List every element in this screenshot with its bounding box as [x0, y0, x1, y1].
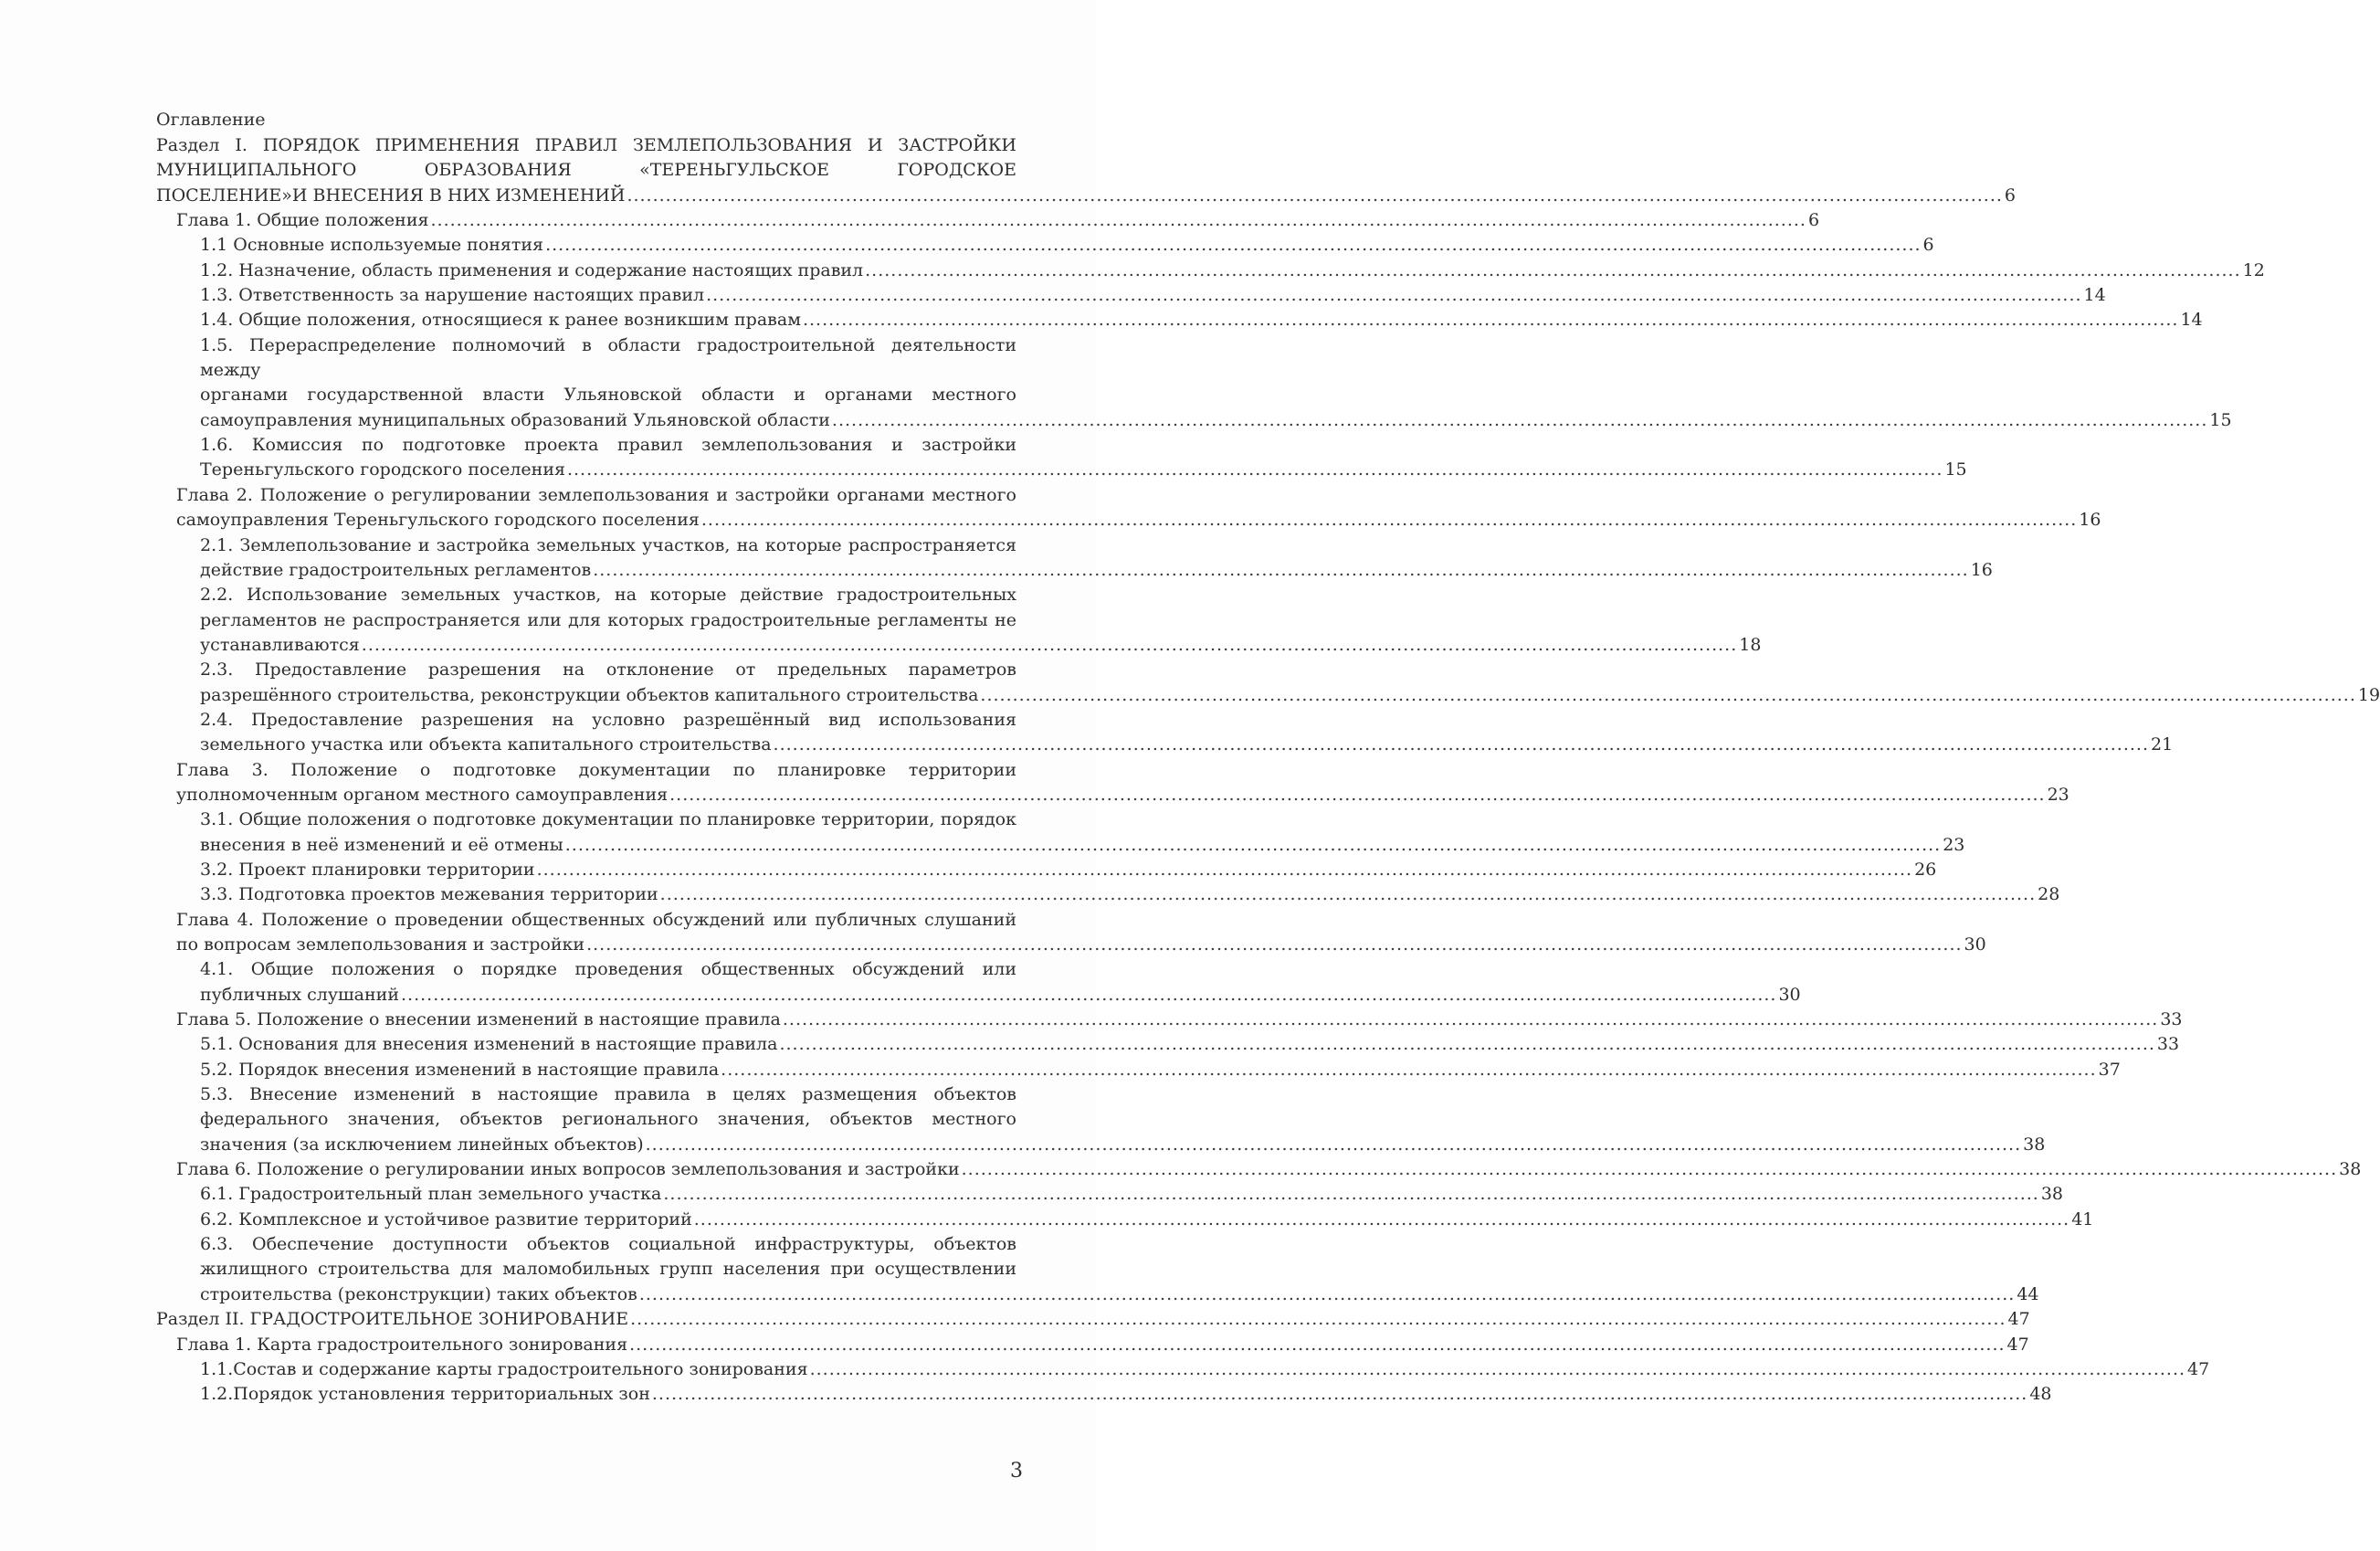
- toc-page-number: 38: [2040, 1184, 2064, 1205]
- toc-page-number: 23: [2047, 784, 2069, 805]
- toc-line: 5.3. Внесение изменений в настоящие правила в целях размещения объектов: [200, 1084, 1016, 1105]
- toc-line: ПОСЕЛЕНИЕ»И ВНЕСЕНИЯ В НИХ ИЗМЕНЕНИЙ: [156, 185, 626, 206]
- toc-line: 2.3. Предоставление разрешения на отклонение от предельных параметров: [200, 659, 1016, 681]
- toc-page-number: 19: [2357, 684, 2380, 705]
- toc-line: действие градостроительных регламентов: [200, 559, 592, 580]
- dot-leader: [362, 633, 1737, 658]
- toc-line: 6.2. Комплексное и устойчивое развитие территорий: [200, 1208, 692, 1229]
- toc-line: Раздел I. ПОРЯДОК ПРИМЕНЕНИЯ ПРАВИЛ ЗЕМЛЕПОЛЬЗОВАНИЯ И ЗАСТРОЙКИ: [156, 135, 1016, 155]
- toc-line: Порядок установления территориальных зон: [233, 1384, 650, 1405]
- toc-line: 1.2. Назначение, область применения и содержание настоящих правил: [200, 259, 864, 280]
- dot-leader: [630, 1307, 2006, 1332]
- toc-entry-chapter-6[interactable]: [156, 1157, 2362, 1182]
- dot-leader: [774, 733, 2149, 757]
- toc-entry-s2-1-2[interactable]: [156, 1382, 2052, 1407]
- toc-line: 2.2. Использование земельных участков, на которые действие градостроительных: [200, 585, 1016, 606]
- toc-line: жилищного строительства для маломобильных групп населения при осуществлении: [200, 1259, 1016, 1280]
- toc-line: Глава 4. Положение о проведении общественных обсуждений или публичных слушаний: [176, 909, 1016, 930]
- dot-leader: [646, 1133, 2021, 1157]
- toc-line: Глава 1. Общие положения: [176, 210, 429, 231]
- toc-entry-1-4[interactable]: [156, 308, 2203, 332]
- toc-page-number: 6: [2004, 185, 2016, 206]
- toc-page-number: 47: [2007, 1309, 2030, 1330]
- dot-leader: [865, 258, 2240, 283]
- toc-line: 5.1. Основания для внесения изменений в настоящие правила: [200, 1034, 778, 1055]
- toc-entry-s2-1-1[interactable]: [156, 1357, 2210, 1382]
- dot-leader: [567, 458, 1943, 482]
- toc-entry-4-1[interactable]: [156, 957, 1801, 1008]
- toc-page-number: 30: [1778, 984, 1801, 1005]
- toc-page-number: 6: [1922, 235, 1934, 256]
- toc-page-number: 16: [2079, 510, 2101, 531]
- toc-page-number: 23: [1943, 834, 1965, 855]
- toc-entry-3-3[interactable]: [156, 882, 2060, 907]
- toc-entry-1-3[interactable]: [156, 283, 2106, 308]
- toc-entry-s2-chapter-1[interactable]: [156, 1333, 2029, 1357]
- dot-leader: [565, 833, 1941, 858]
- toc-line: 1.5. Перераспределение полномочий в области градостроительной деятельности между: [200, 334, 1016, 381]
- toc-entry-3-2[interactable]: [156, 858, 1937, 882]
- dot-leader: [663, 1182, 2038, 1207]
- dot-leader: [593, 558, 1968, 583]
- toc-page-number: 14: [2083, 285, 2106, 306]
- toc-entry-6-1[interactable]: [156, 1182, 2064, 1207]
- dot-leader: [401, 983, 1776, 1008]
- toc-entry-3-1[interactable]: [156, 807, 1965, 858]
- toc-line: МУНИЦИПАЛЬНОГО ОБРАЗОВАНИЯ «ТЕРЕНЬГУЛЬСКОЕ ГОРОДСКОЕ: [156, 160, 1016, 181]
- toc-line: 2.1. Землепользование и застройка земельных участков, на которые распространяется: [200, 534, 1016, 555]
- dot-leader: [430, 208, 1806, 233]
- toc-line: органами государственной власти Ульяновской области и органами местного: [200, 385, 1016, 406]
- toc-line: 1.3. Ответственность за нарушение настоящих правил: [200, 285, 705, 306]
- toc-line: значения (за исключением линейных объектов): [200, 1134, 644, 1155]
- toc-entry-1-6[interactable]: [156, 433, 1967, 483]
- dot-leader: [586, 933, 1962, 957]
- dot-leader: [694, 1208, 2069, 1232]
- toc-page-number: 44: [2017, 1283, 2039, 1304]
- toc-line: федерального значения, объектов регионального значения, объектов местного: [200, 1109, 1016, 1130]
- toc-entry-2-3[interactable]: [156, 658, 2380, 708]
- toc-entry-1-1[interactable]: [156, 233, 1934, 258]
- toc-line: устанавливаются: [200, 634, 360, 655]
- toc-line: самоуправления Тереньгульского городского поселения: [176, 510, 700, 531]
- toc-entry-chapter-1[interactable]: [156, 208, 1820, 233]
- toc-item-number: 1.2.: [200, 1384, 234, 1405]
- toc-page-number: 38: [2339, 1159, 2362, 1180]
- dot-leader: [627, 184, 2002, 208]
- toc-page-number: 12: [2242, 259, 2265, 280]
- toc-page-number: 28: [2038, 884, 2060, 905]
- toc-line: Раздел II. ГРАДОСТРОИТЕЛЬНОЕ ЗОНИРОВАНИЕ: [156, 1309, 629, 1330]
- dot-leader: [832, 408, 2207, 433]
- toc-page-number: 47: [2006, 1334, 2029, 1355]
- toc-page-number: 15: [1944, 459, 1967, 480]
- toc-page-number: 14: [2180, 310, 2203, 331]
- toc-line: публичных слушаний: [200, 984, 399, 1005]
- toc-entry-chapter-3[interactable]: [156, 758, 2069, 808]
- toc-line: 6.1. Градостроительный план земельного участка: [200, 1184, 662, 1205]
- toc-page-number: 47: [2187, 1358, 2210, 1379]
- toc-page-number: 38: [2023, 1134, 2046, 1155]
- toc-line: строительства (реконструкции) таких объектов: [200, 1283, 637, 1304]
- dot-leader: [652, 1382, 2027, 1407]
- dot-leader: [545, 233, 1921, 258]
- dot-leader: [962, 1157, 2337, 1182]
- toc-page-number: 37: [2098, 1059, 2121, 1080]
- toc-page-number: 15: [2209, 409, 2232, 430]
- dot-leader: [783, 1008, 2158, 1032]
- toc-entry-section-1[interactable]: [156, 133, 2016, 208]
- toc-entry-1-5[interactable]: [156, 333, 2232, 433]
- toc-entry-section-2[interactable]: [156, 1307, 2030, 1332]
- toc-page-number: 33: [2160, 1009, 2183, 1030]
- page-number: 3: [1010, 1460, 1023, 1482]
- toc-line: 1.4. Общие положения, относящиеся к ранее возникшим правам: [200, 310, 801, 331]
- toc-line: 3.1. Общие положения о подготовке документации по планировке территории, порядок: [200, 809, 1016, 830]
- toc-line: разрешённого строительства, реконструкции объектов капитального строительства: [200, 684, 979, 705]
- toc-line: 1.6. Комиссия по подготовке проекта правил землепользования и застройки: [200, 435, 1016, 456]
- toc-line: 2.4. Предоставление разрешения на условно разрешённый вид использования: [200, 709, 1016, 730]
- toc-line: самоуправления муниципальных образований Ульяновской области: [200, 409, 830, 430]
- dot-leader: [980, 683, 2355, 708]
- toc-line: Глава 5. Положение о внесении изменений в настоящие правила: [176, 1009, 781, 1030]
- toc-entry-2-4[interactable]: [156, 708, 2174, 758]
- toc-line: внесения в неё изменений и её отмены: [200, 834, 563, 855]
- toc-line: 5.2. Порядок внесения изменений в настоящие правила: [200, 1059, 720, 1080]
- toc-page-number: 21: [2151, 734, 2174, 755]
- toc-line: Состав и содержание карты градостроительного зонирования: [233, 1358, 808, 1379]
- toc-page-number: 6: [1807, 210, 1820, 231]
- toc-page-number: 30: [1964, 934, 1986, 955]
- toc-entry-chapter-4[interactable]: [156, 908, 1986, 958]
- dot-leader: [537, 858, 1912, 882]
- toc-line: уполномоченным органом местного самоуправления: [176, 784, 669, 805]
- toc-page-number: 16: [1970, 559, 1993, 580]
- toc-heading: Оглавление: [156, 110, 266, 130]
- toc-entry-6-3[interactable]: [156, 1232, 2039, 1307]
- toc-line: Тереньгульского городского поселения: [200, 459, 565, 480]
- table-of-contents: [156, 133, 2380, 1408]
- toc-entry-6-2[interactable]: [156, 1208, 2094, 1232]
- toc-entry-2-2[interactable]: [156, 583, 1762, 658]
- dot-leader: [721, 1058, 2096, 1082]
- toc-entry-5-1[interactable]: [156, 1032, 2180, 1057]
- toc-line: Глава 2. Положение о регулировании землепользования и застройки органами местного: [176, 484, 1016, 505]
- toc-line: Глава 6. Положение о регулировании иных вопросов землепользования и застройки: [176, 1159, 960, 1180]
- toc-line: 6.3. Обеспечение доступности объектов социальной инфраструктуры, объектов: [200, 1234, 1016, 1255]
- toc-entry-2-1[interactable]: [156, 533, 1993, 584]
- toc-entry-5-3[interactable]: [156, 1082, 2046, 1157]
- toc-line: по вопросам землепользования и застройки: [176, 934, 585, 955]
- toc-item-number: 1.1.: [200, 1358, 234, 1379]
- toc-entry-chapter-2[interactable]: [156, 483, 2101, 533]
- toc-line: 3.2. Проект планировки территории: [200, 859, 535, 880]
- toc-line: 1.1 Основные используемые понятия: [200, 235, 544, 256]
- dot-leader: [629, 1333, 2005, 1357]
- toc-line: регламентов не распространяется или для которых градостроительные регламенты не: [200, 609, 1016, 630]
- toc-page-number: 26: [1914, 859, 1937, 880]
- toc-line: Глава 1. Карта градостроительного зонирования: [176, 1334, 628, 1355]
- toc-page-number: 41: [2071, 1208, 2094, 1229]
- dot-leader: [639, 1282, 2015, 1307]
- toc-line: 3.3. Подготовка проектов межевания территории: [200, 884, 658, 905]
- toc-line: 4.1. Общие положения о порядке проведения общественных обсуждений или: [200, 959, 1016, 980]
- toc-entry-1-2[interactable]: [156, 258, 2265, 283]
- toc-line: Глава 3. Положение о подготовке документации по планировке территории: [176, 759, 1016, 780]
- toc-page-number: 48: [2029, 1384, 2052, 1405]
- dot-leader: [706, 283, 2081, 308]
- toc-line: земельного участка или объекта капитального строительства: [200, 734, 772, 755]
- toc-entry-5-2[interactable]: [156, 1058, 2121, 1082]
- dot-leader: [779, 1032, 2154, 1057]
- dot-leader: [803, 308, 2178, 332]
- dot-leader: [660, 882, 2036, 907]
- toc-page-number: 18: [1739, 634, 1762, 655]
- dot-leader: [669, 783, 2045, 807]
- toc-page-number: 33: [2156, 1034, 2180, 1055]
- dot-leader: [810, 1357, 2185, 1382]
- dot-leader: [701, 508, 2077, 533]
- toc-entry-chapter-5[interactable]: [156, 1008, 2183, 1032]
